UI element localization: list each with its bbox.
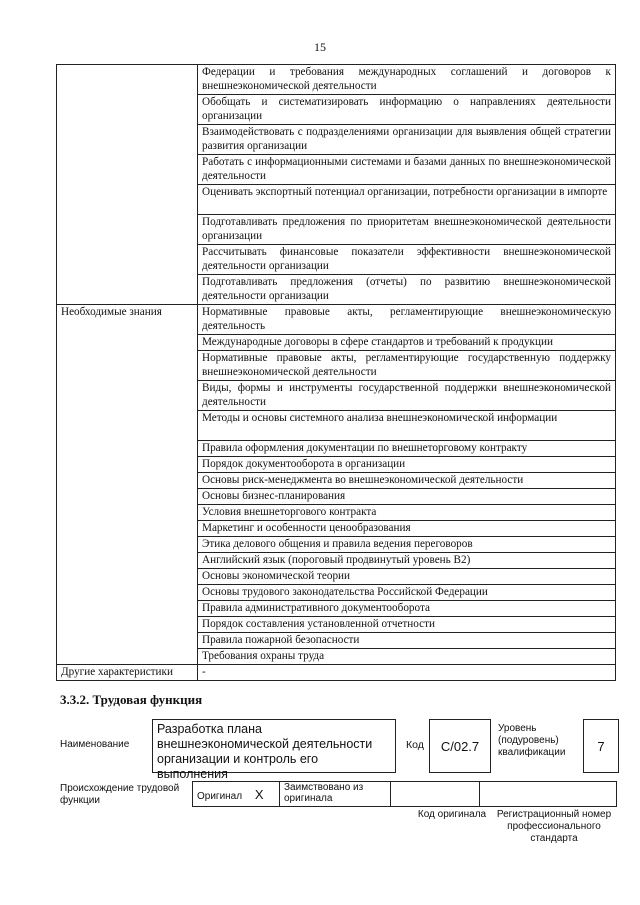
table-row [57, 305, 616, 335]
knowledge-cell: Основы риск-менеджмента во внешнеэкономической деятельности [198, 473, 616, 489]
other-label-cell: Другие характеристики [57, 665, 198, 681]
knowledge-cell: Требования охраны труда [198, 649, 616, 665]
knowledge-cell: Основы трудового законодательства Российской Федерации [198, 585, 616, 601]
knowledge-cell: Английский язык (пороговый продвинутый уровень B2) [198, 553, 616, 569]
origin-label: Происхождение трудовой функции [60, 783, 180, 806]
code-label: Код [406, 739, 424, 751]
level-box: 7 [583, 719, 619, 773]
knowledge-cell: Международные договоры в сфере стандартов и требований к продукции [198, 335, 616, 351]
skill-cell: Взаимодействовать с подразделениями организации для выявления общей стратегии развития организации [198, 125, 616, 155]
knowledge-cell: Правила оформления документации по внешнеторговому контракту [198, 441, 616, 457]
original-label: Оригинал [197, 790, 243, 802]
knowledge-cell: Порядок документооборота в организации [198, 457, 616, 473]
skill-cell: Оценивать экспортный потенциал организации, потребности организации в импорте [198, 185, 616, 215]
skill-cell: Рассчитывать финансовые показатели эффективности внешнеэкономической деятельности организации [198, 245, 616, 275]
function-code-box: С/02.7 [429, 719, 491, 773]
skill-cell: Подготавливать предложения по приоритетам внешнеэкономической деятельности организации [198, 215, 616, 245]
section-title: 3.3.2. Трудовая функция [60, 692, 203, 707]
knowledge-cell: Нормативные правовые акты, регламентирующие внешнеэкономическую деятельность [198, 305, 616, 335]
code-original-cell [391, 782, 480, 807]
function-row [60, 717, 620, 781]
knowledge-label-cell: Необходимые знания [57, 305, 198, 665]
reg-number-label: Регистрационный номер профессионального стандарта [496, 809, 612, 844]
knowledge-cell: Основы экономической теории [198, 569, 616, 585]
name-label: Наименование [60, 739, 130, 750]
code-original-label: Код оригинала [417, 809, 487, 820]
knowledge-cell: Нормативные правовые акты, регламентирующие государственную поддержку внешнеэкономической деятельности [198, 351, 616, 381]
skill-cell: Федерации и требования международных соглашений и договоров к внешнеэкономической деятельности [198, 65, 616, 95]
original-mark: X [254, 786, 264, 802]
knowledge-cell: Методы и основы системного анализа внешнеэкономической информации [198, 411, 616, 441]
borrowed-cell: Заимствовано из оригинала [280, 782, 391, 807]
knowledge-cell: Маркетинг и особенности ценообразования [198, 521, 616, 537]
knowledge-cell: Правила административного документооборота [198, 601, 616, 617]
knowledge-cell: Виды, формы и инструменты государственной поддержки внешнеэкономической деятельности [198, 381, 616, 411]
origin-table [192, 781, 617, 807]
reg-number-cell [480, 782, 617, 807]
table-row [57, 65, 616, 95]
level-label: Уровень (подуровень) квалификации [498, 723, 566, 758]
skill-cell: Обобщать и систематизировать информацию о направлениях деятельности организации [198, 95, 616, 125]
page-number: 15 [314, 40, 326, 54]
function-name-box: Разработка плана внешнеэкономической деятельности организации и контроль его выполнения [152, 719, 396, 773]
table-row [57, 665, 616, 681]
knowledge-cell: Правила пожарной безопасности [198, 633, 616, 649]
skill-cell: Подготавливать предложения (отчеты) по развитию внешнеэкономической деятельности организации [198, 275, 616, 305]
skill-cell: Работать с информационными системами и базами данных по внешнеэкономической деятельности [198, 155, 616, 185]
origin-section [60, 781, 620, 851]
original-cell [193, 782, 280, 807]
knowledge-cell: Условия внешнеторгового контракта [198, 505, 616, 521]
skills-label-cell [57, 65, 198, 305]
other-value-cell: - [198, 665, 616, 681]
knowledge-cell: Основы бизнес-планирования [198, 489, 616, 505]
knowledge-cell: Порядок составления установленной отчетности [198, 617, 616, 633]
skills-table [56, 64, 616, 681]
knowledge-cell: Этика делового общения и правила ведения переговоров [198, 537, 616, 553]
